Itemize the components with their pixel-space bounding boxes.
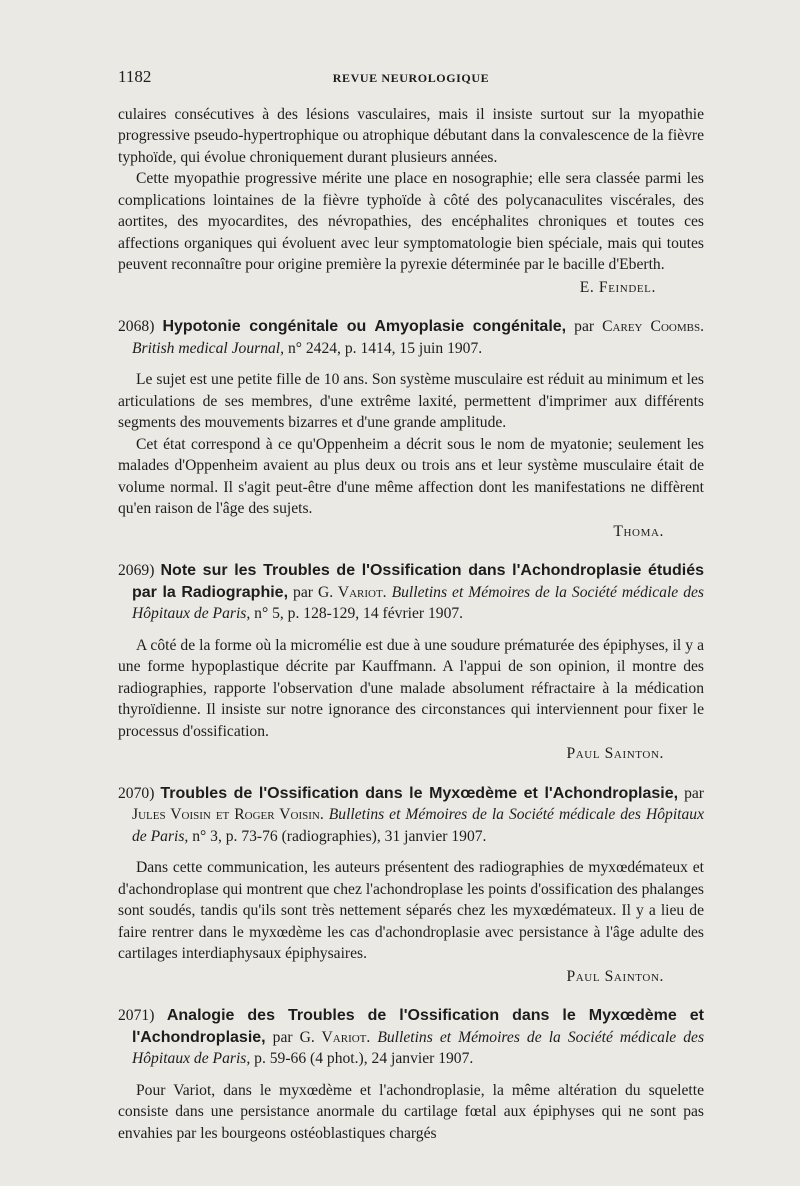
journal-name: Bulletins et Mémoires de la Société médicale des Hôpitaux de Paris, [132,1028,705,1067]
citation: n° 3, p. 73-76 (radiographies), 31 janvier 1907. [192,827,487,845]
by-word: par [293,583,313,601]
page-number: 1182 [118,67,152,86]
article-authors: G. Variot. [299,1028,371,1046]
journal-name: Bulletins et Mémoires de la Société médicale des Hôpitaux de Paris, [132,583,704,622]
by-word: par [272,1028,293,1046]
abstract-paragraph: Le sujet est une petite fille de 10 ans. Son système musculaire est réduit au minimum et les articulations de ses membres, d'une extrême laxité, permettent d'imprimer aux différents segments des mouvements bizarres et d'une grande amplitude. [118,371,704,431]
signature: Paul Sainton. [566,967,664,985]
intro-paragraph: culaires consécutives à des lésions vasculaires, mais il insiste surtout sur la myopathie progressive pseudo-hypertrophique ou atrophique débutant dans la convalescence de la fièvre typhoïde, qui évolue chroniquement durant plusieurs années. [118,105,704,166]
signature: Thoma. [613,522,664,540]
abstract-paragraph: Cet état correspond à ce qu'Oppenheim a décrit sous le nom de myatonie; seulement les malades d'Oppenheim avaient au plus deux ou trois ans et leur système musculaire était de volume normal. Il s'agit peut-être d'une même affection dont les manifestations ne diffèrent qu'en raison de l'âge des sujets. [118,435,704,517]
by-word: par [574,318,595,335]
article-authors: G. Variot. [317,583,387,601]
article-authors: Carey Coombs. [602,318,704,335]
citation: n° 2424, p. 1414, 15 juin 1907. [287,339,483,357]
abstract-entry [118,316,704,542]
citation: p. 59-66 (4 phot.), 24 janvier 1907. [254,1050,474,1067]
article-heading [118,560,704,625]
abstract-entry [118,1005,704,1144]
intro-paragraph: Cette myopathie progressive mérite une place en nosographie; elle sera classée parmi les complications lointaines de la fièvre typhoïde à côté des polycanaculites viscérales, des aortites, des myocardites, des névropathies, des encéphalites chroniques et toutes ces affections organiques qui évoluent avec leur symptomatologie bien spéciale, mais qui toutes peuvent reconnaître pour origine première la pyrexie déterminée par le bacille d'Eberth. [118,170,704,273]
article-number: 2068) [118,318,155,335]
signature: Paul Sainton. [566,745,664,762]
running-title: REVUE NEUROLOGIQUE [332,71,490,85]
abstract-paragraph: Pour Variot, dans le myxœdème et l'achondroplasie, la même altération du squelette consiste dans une persistance anormale du cartilage fœtal aux épiphyses qui ne sont pas envahies par les bourgeons ostéoblastiques chargés [118,1081,704,1142]
article-title: Note sur les Troubles de l'Ossification dans l'Achondroplasie étudiés par la Radiographie, [132,562,704,601]
article-title: Analogie des Troubles de l'Ossification dans le Myxœdème et l'Achondroplasie, [132,1007,705,1046]
citation: n° 5, p. 128-129, 14 février 1907. [254,605,464,622]
abstract-entry [118,783,704,988]
article-title: Hypotonie congénitale ou Amyoplasie congénitale, [162,318,567,335]
signature: E. Feindel. [579,278,656,296]
article-heading [118,783,704,848]
article-number: 2069) [118,562,155,579]
journal-name: Bulletins et Mémoires de la Société médicale des Hôpitaux de Paris, [132,806,705,845]
article-number: 2070) [118,784,155,802]
by-word: par [684,784,704,802]
article-authors: Jules Voisin et Roger Voisin. [132,806,324,823]
page-header [118,66,704,90]
article-heading [118,316,704,359]
abstract-entry [118,560,704,765]
article-title: Troubles de l'Ossification dans le Myxœdème et l'Achondroplasie, [160,784,679,802]
page-content [118,66,704,1144]
abstract-paragraph: A côté de la forme où la micromélie est due à une soudure prématurée des épiphyses, il y a une forme hypoplastique décrite par Kauffmann. A l'appui de son opinion, il montre des radiographies, rapporte l'observation d'une malade absolument réfractaire à la médication thyroïdienne. Il insiste sur notre ignorance des circonstances qui interviennent pour fixer le processus d'ossification. [118,636,704,740]
article-number: 2071) [118,1007,155,1024]
abstract-paragraph: Dans cette communication, les auteurs présentent des radiographies de myxœdémateux et d'achondroplase qui montrent que chez l'achondroplase les points d'ossification des phalanges sont soudés, tandis qu'ils sont très nettement séparés chez les myxœdémateux. Il y a lieu de faire rentrer dans le myxœdème les cas d'achondroplasie avec persistance à l'âge adulte des cartilages interdiaphysaux épiphysaires. [118,859,704,962]
article-heading [118,1005,704,1070]
journal-name: British medical Journal, [132,339,285,357]
